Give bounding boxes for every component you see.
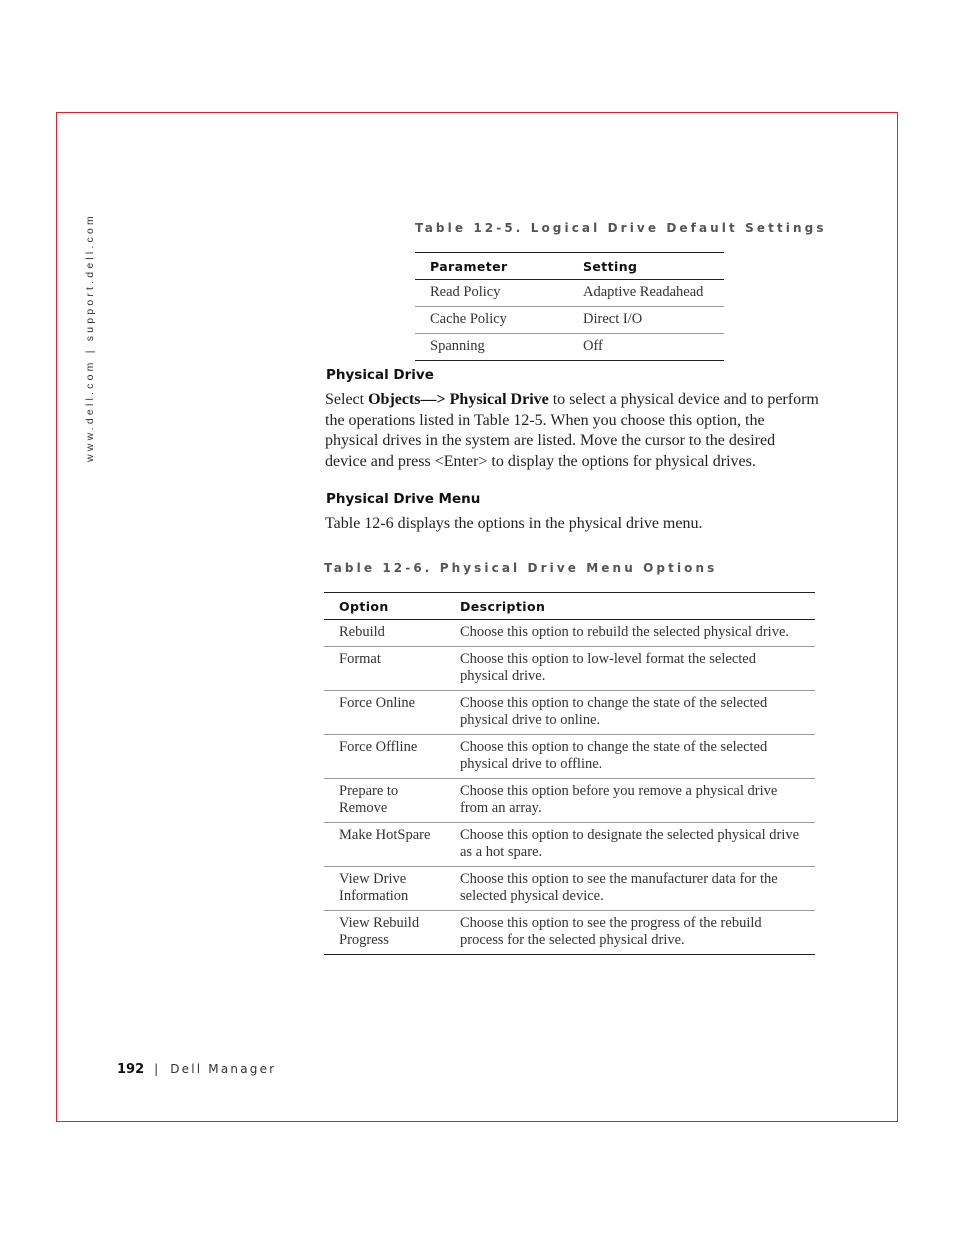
table-header-row — [415, 253, 724, 280]
option-cell: Format — [324, 647, 446, 691]
table-row — [324, 911, 815, 955]
column-header-setting: Setting — [568, 253, 724, 280]
physical-drive-menu-paragraph: Table 12-6 displays the options in the physical drive menu. — [325, 515, 703, 532]
option-cell: View Rebuild Progress — [324, 911, 446, 955]
description-cell: Choose this option before you remove a physical drive from an array. — [446, 779, 815, 823]
table-cell: Adaptive Readahead — [568, 280, 724, 307]
column-header-description: Description — [446, 593, 815, 620]
description-cell: Choose this option to change the state of the selected physical drive to offline. — [446, 735, 815, 779]
table-cell: Cache Policy — [415, 307, 568, 334]
page-number: 192 — [117, 1062, 145, 1077]
page-footer — [117, 1062, 276, 1077]
table-row — [324, 735, 815, 779]
table2-caption: Table 12-6. Physical Drive Menu Options — [324, 561, 718, 575]
physical-drive-paragraph — [325, 390, 820, 472]
paragraph-text: Select — [325, 391, 369, 408]
table-cell: Direct I/O — [568, 307, 724, 334]
table-row — [324, 823, 815, 867]
description-cell: Choose this option to low-level format the selected physical drive. — [446, 647, 815, 691]
table-cell: Read Policy — [415, 280, 568, 307]
table-cell: Off — [568, 334, 724, 361]
footer-section-title: Dell Manager — [170, 1062, 277, 1076]
description-cell: Choose this option to designate the selected physical drive as a hot spare. — [446, 823, 815, 867]
section-heading-physical-drive-menu: Physical Drive Menu — [326, 491, 481, 507]
option-cell: Make HotSpare — [324, 823, 446, 867]
option-cell: Rebuild — [324, 620, 446, 647]
physical-drive-menu-options-table — [324, 592, 815, 955]
description-cell: Choose this option to see the manufacturer data for the selected physical device. — [446, 867, 815, 911]
side-url-text: www.dell.com | support.dell.com — [84, 213, 96, 462]
option-cell: Prepare to Remove — [324, 779, 446, 823]
column-header-parameter: Parameter — [415, 253, 568, 280]
section-heading-physical-drive: Physical Drive — [326, 367, 434, 383]
table-row — [324, 867, 815, 911]
description-cell: Choose this option to see the progress of the rebuild process for the selected physical drive. — [446, 911, 815, 955]
table-row — [415, 334, 724, 361]
table-header-row — [324, 593, 815, 620]
description-cell: Choose this option to rebuild the selected physical drive. — [446, 620, 815, 647]
table1-caption: Table 12-5. Logical Drive Default Settings — [415, 221, 827, 235]
option-cell: Force Offline — [324, 735, 446, 779]
menu-path-text: Objects—> Physical Drive — [368, 391, 549, 408]
table-row — [324, 647, 815, 691]
footer-separator: | — [154, 1062, 159, 1076]
default-settings-table — [415, 252, 724, 361]
table-cell: Spanning — [415, 334, 568, 361]
description-cell: Choose this option to change the state of the selected physical drive to online. — [446, 691, 815, 735]
table-row — [415, 307, 724, 334]
paragraph-text: to select a physical device and to perform the operations listed in Table 12-5. When you choose this option, the physical drives in the system are listed. Move the cursor to the desired device and press <Enter> to display the options for physical drives. — [325, 391, 819, 470]
table-row — [324, 691, 815, 735]
table-row — [324, 779, 815, 823]
option-cell: View Drive Information — [324, 867, 446, 911]
column-header-option: Option — [324, 593, 446, 620]
table-row — [415, 280, 724, 307]
table-row — [324, 620, 815, 647]
option-cell: Force Online — [324, 691, 446, 735]
